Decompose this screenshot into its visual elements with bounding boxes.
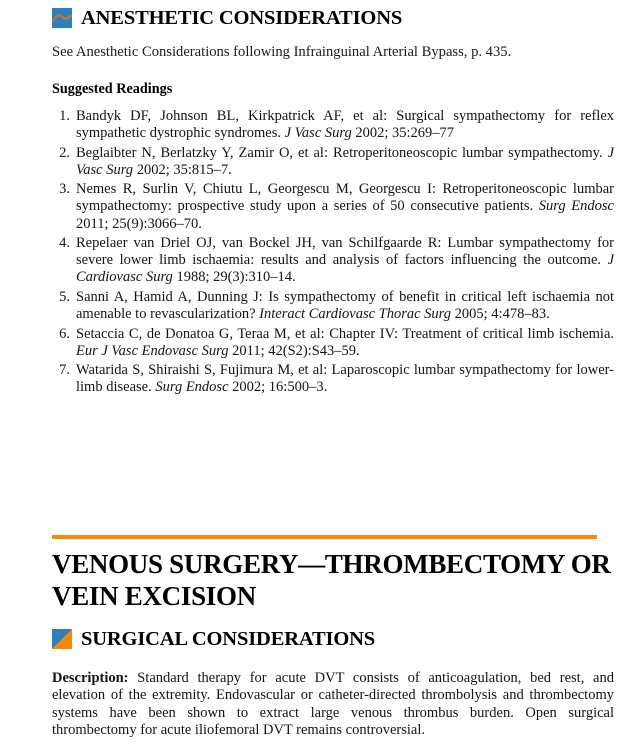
list-item: [52, 235, 614, 286]
list-item: [52, 289, 614, 323]
reference-authors: Setaccia C, de Donatoa G, Teraa M, et al:: [76, 325, 325, 342]
reference-journal: J Vasc Surg: [76, 144, 615, 178]
reference-authors: Beglaibter N, Berlatzky Y, Zamir O, et al:: [76, 144, 328, 161]
chapter-title: VENOUS SURGERY—THROMBECTOMY OR VEIN EXCISION: [52, 549, 611, 611]
reference-citation: 2002; 35:815–7.: [136, 161, 232, 178]
list-item-text: [76, 145, 614, 179]
list-item-text: [76, 235, 614, 286]
description-body: Standard therapy for acute DVT consists of anticoagulation, bed rest, and elevation of the extremity. Endovascular or catheter-directed thrombolysis and thrombectomy systems have been shown to extract large venous thrombus burden. Open surgical thrombectomy for acute iliofemoral DVT remains controversial.: [52, 670, 614, 738]
list-item-number: 4.: [59, 235, 70, 252]
list-item-text: [76, 362, 614, 396]
reference-title: Retroperitoneoscopic lumbar sympathectomy: prospective study upon a series of 50 consecutive patients.: [76, 181, 614, 215]
anesthetic-considerations-heading: [52, 8, 402, 29]
list-item-text: [76, 326, 614, 360]
reference-citation: 2011; 25(9):3066–70.: [76, 215, 202, 232]
reference-authors: Nemes R, Surlin V, Chiutu L, Georgescu M, Georgescu I:: [76, 181, 436, 198]
reference-citation: 2005; 4:478–83.: [454, 306, 550, 323]
reference-journal: Interact Cardiovasc Thorac Surg: [259, 306, 452, 323]
list-item-text: [76, 108, 614, 142]
list-item-number: 7.: [59, 362, 70, 379]
surgical-considerations-title: SURGICAL CONSIDERATIONS: [81, 628, 376, 650]
reference-journal: Surg Endosc: [155, 379, 229, 396]
blue-wave-icon: [52, 8, 72, 28]
list-item-number: 2.: [59, 144, 70, 161]
list-item-number: 1.: [59, 108, 70, 124]
description-label: Description:: [52, 670, 129, 686]
list-item-text: [76, 289, 614, 323]
reference-journal: Eur J Vasc Endovasc Surg: [76, 342, 229, 359]
reference-journal: J Vasc Surg: [284, 125, 352, 142]
list-item-text: [76, 181, 614, 232]
list-item-number: 5.: [59, 288, 70, 305]
anesthetic-considerations-title: ANESTHETIC CONSIDERATIONS: [81, 7, 403, 29]
reference-title: Laparoscopic lumbar sympathectomy for lower-limb disease.: [76, 362, 614, 396]
list-item: [52, 145, 614, 179]
cross-reference-text: See Anesthetic Considerations following Infrainguinal Arterial Bypass, p. 435.: [52, 44, 512, 60]
reference-citation: 1988; 29(3):310–14.: [176, 269, 296, 286]
surgical-considerations-heading: [52, 629, 375, 650]
description-paragraph: [52, 670, 614, 739]
reference-citation: 2002; 35:269–77: [355, 125, 455, 142]
reference-title: Is sympathectomy of benefit in critical left ischaemia not amenable to revascularization?: [76, 288, 614, 323]
reference-journal: J Cardiovasc Surg: [76, 252, 614, 286]
suggested-readings-list: [52, 108, 614, 399]
reference-authors: Sanni A, Hamid A, Dunning J:: [76, 288, 263, 305]
reference-title: Chapter IV: Treatment of critical limb ischemia.: [329, 325, 615, 342]
list-item-number: 6.: [59, 325, 70, 342]
reference-title: Surgical sympathectomy for reflex sympathetic dystrophic syndromes.: [76, 108, 615, 142]
list-item: [52, 362, 614, 396]
list-item: [52, 108, 614, 142]
suggested-readings-heading: Suggested Readings: [52, 81, 173, 97]
reference-title: Lumbar sympathectomy for severe lower limb ischaemia: results and analysis of factors influencing the outcome.: [76, 235, 614, 269]
chapter-divider-rule: [52, 535, 597, 539]
list-item: [52, 181, 614, 232]
reference-authors: Repelaer van Driel OJ, van Bockel JH, van Schilfgaarde R:: [76, 235, 442, 252]
reference-authors: Watarida S, Shiraishi S, Fujimura M, et al:: [76, 362, 328, 379]
reference-citation: 2011; 42(S2):S43–59.: [232, 342, 360, 359]
reference-citation: 2002; 16:500–3.: [232, 379, 328, 396]
reference-authors: Bandyk DF, Johnson BL, Kirkpatrick AF, et al:: [76, 108, 388, 124]
blue-orange-diagonal-icon: [52, 629, 72, 649]
list-item: [52, 326, 614, 360]
list-item-number: 3.: [59, 181, 70, 198]
reference-title: Retroperitoneoscopic lumbar sympathectomy.: [333, 144, 603, 161]
reference-journal: Surg Endosc: [538, 198, 614, 215]
